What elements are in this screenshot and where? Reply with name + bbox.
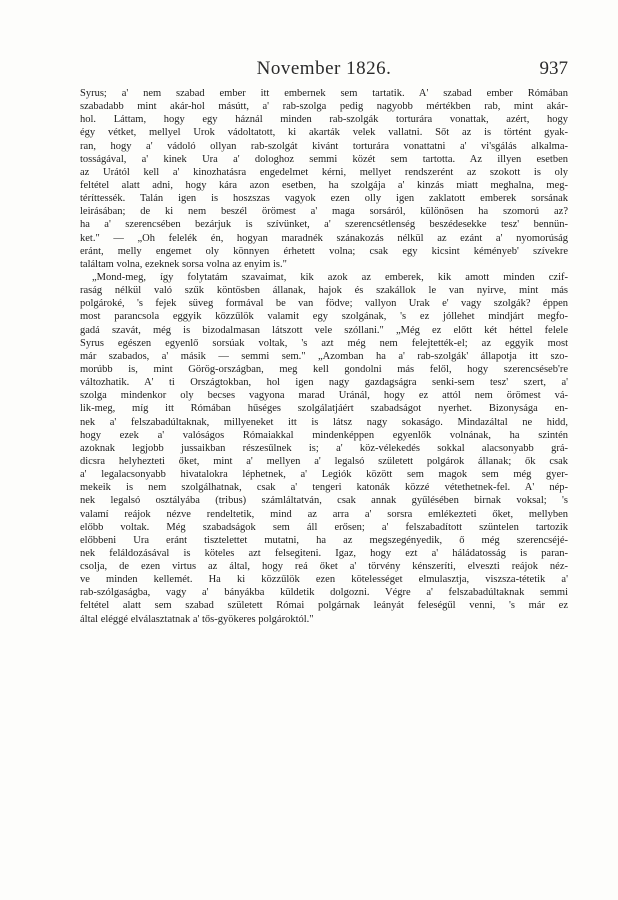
text-line: most parancsola eggyik közzűlök valamit egy szolgának, 's ez jóllehet mindjárt megfo-: [80, 311, 568, 323]
body-text: [80, 87, 568, 626]
text-line: feltétel alatt adni, hogy kára azon esetben, ha szolgája a' kinzás miatt meghalna, meg-: [80, 179, 568, 191]
text-line: nek a' felszabadúltaknak, millyeneket itt is látsz nagy sokaságo. Mindazáltal ne hidd,: [80, 416, 568, 428]
text-line: leirásában; de ki nem beszél örömest a' maga sorsáról, különösen ha szomorú az?: [80, 206, 568, 218]
text-line: a' legalacsonyabb hivatalokra léphetnek, a' Legiók között sem magok sem még gyer-: [80, 469, 568, 481]
page-number: 937: [539, 58, 568, 79]
text-line: előbbeni Ura eránt tisztelettet mutatni, ha az megszegényedik, ő még szerencséjé-: [80, 534, 568, 546]
text-line: ran, hogy a' vádoló ollyan rab-szolgát kivánt torturára vonattatni a' vi'sgálás alkalma-: [80, 140, 568, 152]
text-line: azoknak legjobb jussaikban részesűlnek is; a' köz-vélekedés sokkal alacsonyabb grá-: [80, 442, 568, 454]
text-line: változhatik. A' ti Országtokban, hol igen nagy gazdagságra senki-sem tesz' szert, a': [80, 377, 568, 389]
text-line: az Urától kell a' kinozhatásra engedelmet kérni, mellyet rendszerént az szokott is oly: [80, 166, 568, 178]
text-line: mekeik is nem szolgálhatnak, csak a' tengeri katonák közzé vétethetnek-fel. A' nép-: [80, 482, 568, 494]
text-line: már szabados, a' másik — semmi sem." „Azomban ha a' rab-szolgák' állapotja itt szo-: [80, 350, 568, 362]
text-line: morúbb is, mint Görög-országban, meg kell gondolni más felől, hogy szerencséseb're: [80, 363, 568, 375]
paragraph: [80, 87, 568, 271]
text-line: gadá szavát, még is bizodalmasan látszott vele szóllani." „Még ez előtt két héttel felele: [80, 324, 568, 336]
text-line: feltétel alatt sem szabad született Római polgárnak leányát feleségűl venni, 's már ez: [80, 600, 568, 612]
text-line: Syrus egészen egyenlő sorsúak voltak, 's azt még nem felejtették-el; az eggyik most: [80, 337, 568, 349]
running-title: November 1826.: [256, 58, 392, 79]
text-line: téríttessék. Talán igen is hoszszas vagyok ezen olly igen zaklatott emberek sorsának: [80, 193, 568, 205]
text-line: csolja, de ezen virtus az által, hogy reá őket a' törvény kénszeríti, elveszti reájok néz-: [80, 561, 568, 573]
text-line: nek feláldozásával is köteles azt felsegiteni. Igaz, hogy ezt a' háládatosság is paran-: [80, 547, 568, 559]
text-line: hogy ezek a' valóságos Rómaiakkal mindenképpen egyenlők volnának, ha szintén: [80, 429, 568, 441]
text-line: ha a' szerencsében bezárjuk is szívünket, a' szerencsétlenség beszédesekke tesz' bennün-: [80, 219, 568, 231]
text-line: által eléggé elválasztatnak a' tős-gyökeres polgároktól.": [80, 613, 314, 625]
text-line: „Mond-meg, így folytatám szavaimat, kik azok az emberek, kik amott minden czif-: [92, 271, 568, 283]
text-line: lik-meg, míg itt Rómában hűséges szolgálatjáért szabadságot nyerhet. Bizonysága en-: [80, 403, 568, 415]
text-line: előbb voltak. Még szabadságok sem áll erősen; a' felszabadított szüntelen tartozik: [80, 521, 568, 533]
text-line: ket." — „Oh felelék én, hogyan maradnék szánakozás nélkül az ezánt a' nyomorúság: [80, 232, 568, 244]
text-line: Syrus; a' nem szabad ember itt embernek sem tartatik. A' szabad ember Rómában: [80, 88, 568, 99]
text-line: valamí reájok nézve rendeltetik, mind az arra a' sorsra emlékezteti őket, mellyben: [80, 508, 568, 520]
text-line: dicsra helyhezteti őket, mint a' mellyen a' legalsó született polgárok állanak; ők csak: [80, 455, 568, 467]
text-line: hol. Láttam, hogy egy háznál minden rab-szolgák torturára vonattak, azért, hogy: [80, 114, 568, 126]
text-line: szolga mindenkor oly becses vagyona marad Uránál, hogy ez attól nem örömest vá-: [80, 390, 568, 402]
text-line: polgároké, 's fejek süveg formával be van födve; vallyon Urak e' vagy szolgák? éppen: [80, 298, 568, 310]
text-line: raság nélkül való szűk köntösben állanak, hajok és szakállok le van nyirve, mint más: [80, 285, 568, 297]
paragraph: [80, 271, 568, 626]
text-line: eránt, melly engemet oly könnyen érhetett volna; csak egy kicsint kéményeb' szívekre: [80, 245, 568, 257]
page-header: [80, 58, 568, 80]
text-line: nek legalsó osztályába (tribus) számláltatván, csak annak gyűlésében birnak voksal; 's: [80, 495, 568, 507]
text-line: tosságával, a' kinek Ura a' dologhoz semmi közét sem tartotta. Az illyen esetben: [80, 153, 568, 165]
text-line: ve minden kellemét. Ha ki közzűlök ezen kötelességet elmulasztja, viszsza-tétetik a': [80, 574, 568, 586]
text-line: találtam volna, ezeknek sorsa volna az enyim is.": [80, 258, 287, 270]
text-line: égy vétket, mellyel Urok vádoltatott, ki akarták velek vallatni. Sőt az is történt gyak-: [80, 127, 568, 139]
text-line: szabadabb mint akár-hol másútt, a' rab-szolga pedig nagyobb mértékben rab, mint akár-: [80, 101, 568, 113]
text-line: rab-szólgaságba, vagy a' bányákba küldetik dolgozni. Végre a' felszabadúltaknak semmi: [80, 587, 568, 599]
